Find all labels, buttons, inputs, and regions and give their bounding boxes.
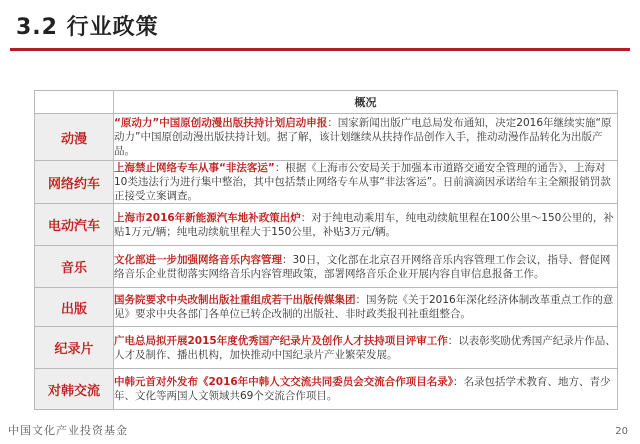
table-row xyxy=(35,369,618,410)
table-header-row xyxy=(35,91,618,114)
headline: 上海禁止网络专车从事“非法客运” xyxy=(114,162,275,174)
page-title: 3.2 行业政策 xyxy=(16,15,159,40)
headline: 广电总局拟开展2015年度优秀国产纪录片及创作人才扶持项目评审工作 xyxy=(114,334,448,347)
category-cell: 对韩交流 xyxy=(35,369,114,410)
table-row xyxy=(35,246,618,288)
headline: 文化部进一步加强网络音乐内容管理 xyxy=(114,253,282,266)
headline: “原动力”中国原创动漫出版扶持计划启动申报 xyxy=(114,117,328,129)
category-cell: 网络约车 xyxy=(35,161,114,204)
footer-logo: 中国文化产业投资基金 xyxy=(8,424,128,437)
description-cell xyxy=(114,327,618,369)
title-divider xyxy=(10,48,630,51)
category-cell: 电动汽车 xyxy=(35,204,114,246)
detail-text: ：30日，文化部在北京召开网络音乐内容管理工作会议，指导、督促网络音乐企业贯彻落实网络音乐内容管理政策，部署网络音乐企业开展内容自审信息报备工作。 xyxy=(114,253,611,280)
description-cell xyxy=(114,204,618,246)
category-cell: 动漫 xyxy=(35,114,114,161)
page-number: 20 xyxy=(615,426,628,437)
detail-text: ：国务院《关于2016年深化经济体制改革重点工作的意见》要求中央各部门各单位已转企改制的出版社、非时政类报刊社重组整合。 xyxy=(114,294,614,320)
table-row xyxy=(35,114,618,161)
description-cell xyxy=(114,246,618,288)
table-row xyxy=(35,204,618,246)
policy-table xyxy=(34,90,618,410)
detail-text: ：根据《上海市公安局关于加强本市道路交通安全管理的通告》，上海对10类违法行为进行集中整治，其中包括禁止网络专车从事“非法客运”。日前滴滴因承诺给车主全额报销罚款正接受立案调查。 xyxy=(114,162,611,202)
header-blank-cell xyxy=(35,91,114,114)
category-cell: 音乐 xyxy=(35,246,114,288)
detail-text: ：名录包括学术教育、地方、青少年、文化等两国人文领域共69个交流合作项目。 xyxy=(114,376,611,402)
table-row xyxy=(35,161,618,204)
table-row xyxy=(35,327,618,369)
description-cell xyxy=(114,161,618,204)
description-cell xyxy=(114,114,618,161)
category-cell: 纪录片 xyxy=(35,327,114,369)
detail-text: ：以表彰奖励优秀国产纪录片作品、人才及制作、播出机构，加快推动中国纪录片产业繁荣发展。 xyxy=(114,334,616,361)
table-header: 概况 xyxy=(114,91,618,114)
headline: 上海市2016年新能源汽车地补政策出炉 xyxy=(114,211,301,224)
description-cell xyxy=(114,369,618,410)
category-cell: 出版 xyxy=(35,288,114,327)
headline: 中韩元首对外发布《2016年中韩人文交流共同委员会交流合作项目名录》 xyxy=(114,376,453,388)
detail-text: ：国家新闻出版广电总局发布通知，决定2016年继续实施“原动力”中国原创动漫出版扶持计划。据了解，该计划继续从扶持作品创作入手，推动动漫作品转化为出版产品。 xyxy=(114,117,612,157)
detail-text: ：对于纯电动乘用车，纯电动续航里程在100公里～150公里的，补贴1万元/辆；纯电动续航里程大于150公里，补贴3万元/辆。 xyxy=(114,211,614,238)
table-row xyxy=(35,288,618,327)
headline: 国务院要求中央改制出版社重组成若干出版传媒集团 xyxy=(114,294,356,306)
description-cell xyxy=(114,288,618,327)
